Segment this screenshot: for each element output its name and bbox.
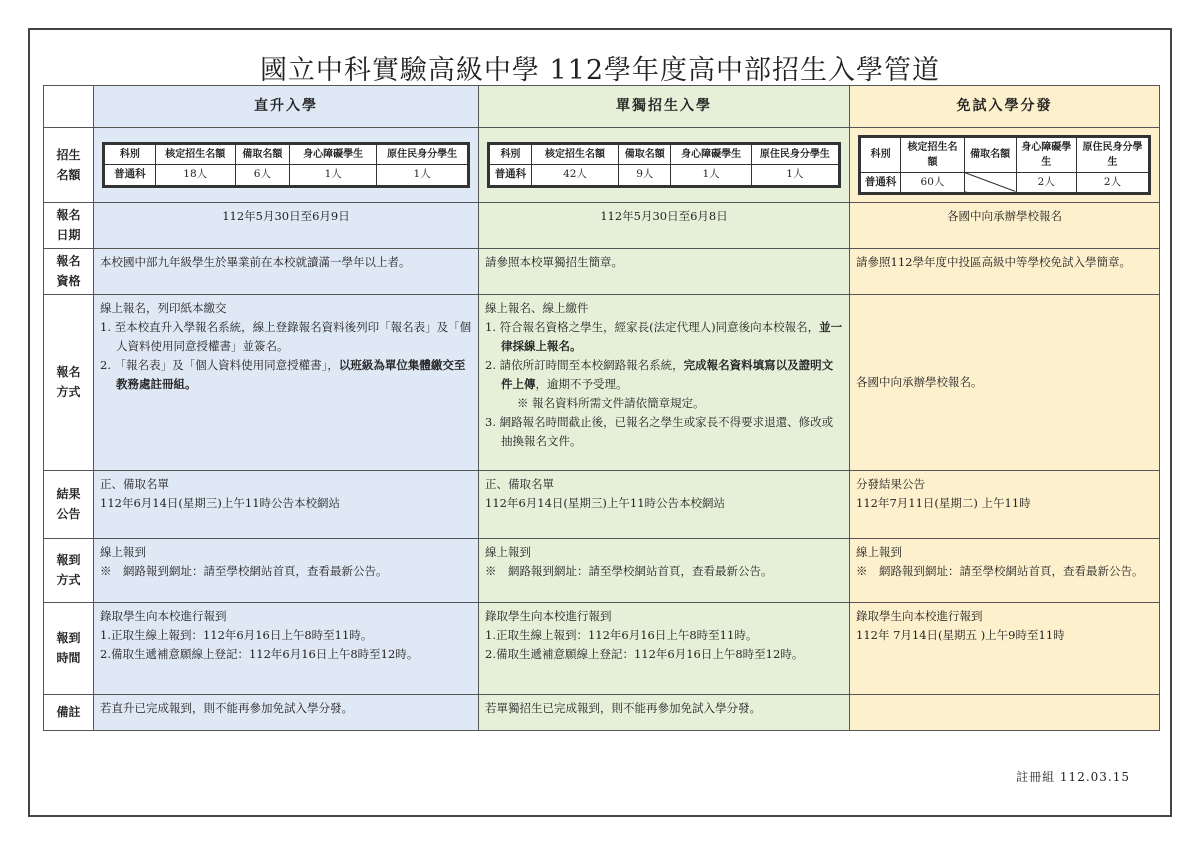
report-time-exam-free: 錄取學生向本校進行報到 112年 7月14日(星期五 )上午9時至11時 — [850, 602, 1160, 694]
method-row — [44, 294, 1160, 470]
method-exam-free: 各國中向承辦學校報名。 — [850, 294, 1160, 470]
report-time-direct: 錄取學生向本校進行報到 1.正取生線上報到：112年6月16日上午8時至11時。 2.備取生遞補意願線上登記：112年6月16日上午8時至12時。 — [94, 602, 479, 694]
note-separate: 若單獨招生已完成報到，則不能再參加免試入學分發。 — [479, 694, 850, 730]
result-direct: 正、備取名單 112年6月14日(星期三)上午11時公告本校網站 — [94, 470, 479, 538]
result-row — [44, 470, 1160, 538]
row-head-note: 備註 — [44, 694, 94, 730]
date-row — [44, 203, 1160, 249]
report-method-separate: 線上報到 ※ 網路報到網址：請至學校網站首頁，查看最新公告。 — [479, 538, 850, 602]
footer-stamp: 註冊組 112.03.15 — [1016, 770, 1130, 784]
quota-separate-cell — [479, 128, 850, 203]
page-title: 國立中科實驗高級中學 112學年度高中部招生入學管道 — [259, 55, 941, 86]
row-head-quota: 招生 名額 — [44, 128, 94, 203]
qualification-separate: 請參照本校單獨招生簡章。 — [479, 248, 850, 294]
quota-table-exam-free: 科別 核定招生名額 備取名額 身心障礙學生 原住民身分學生 普通科 60人 2人 2人 — [860, 137, 1149, 194]
report-method-direct: 線上報到 ※ 網路報到網址：請至學校網站首頁，查看最新公告。 — [94, 538, 479, 602]
method-direct: 線上報名，列印紙本繳交 1. 至本校直升入學報名系統，線上登錄報名資料後列印「報名表」及「個人資料使用同意授權書」並簽名。 2. 「報名表」及「個人資料使用同意授權書」，以班級為單位集體繳交至教務處註冊組。 — [94, 294, 479, 470]
quota-empty-slash — [964, 172, 1016, 193]
method-separate: 線上報名、線上繳件 1. 符合報名資格之學生，經家長(法定代理人)同意後向本校報名，並一律採線上報名。 2. 請依所訂時間至本校網路報名系統，完成報名資料填寫以及證明文件上傳，逾期不予受理。 ※ 報名資料所需文件請依簡章規定。 3. 網路報名時間截止後，已報名之學生或家長不得要求退還、修改或抽換報名文件。 — [479, 294, 850, 470]
report-time-separate: 錄取學生向本校進行報到 1.正取生線上報到：112年6月16日上午8時至11時。 2.備取生遞補意願線上登記：112年6月16日上午8時至12時。 — [479, 602, 850, 694]
header-row — [44, 86, 1160, 128]
result-exam-free: 分發結果公告 112年7月11日(星期二) 上午11時 — [850, 470, 1160, 538]
admission-table — [43, 85, 1160, 731]
row-head-result: 結果 公告 — [44, 470, 94, 538]
row-head-date: 報名 日期 — [44, 203, 94, 249]
date-exam-free: 各國中向承辦學校報名 — [850, 203, 1160, 249]
report-method-exam-free: 線上報到 ※ 網路報到網址：請至學校網站首頁，查看最新公告。 — [850, 538, 1160, 602]
result-separate: 正、備取名單 112年6月14日(星期三)上午11時公告本校網站 — [479, 470, 850, 538]
column-header-separate: 單獨招生入學 — [479, 86, 850, 128]
quota-row — [44, 128, 1160, 203]
note-direct: 若直升已完成報到，則不能再參加免試入學分發。 — [94, 694, 479, 730]
qualification-exam-free: 請參照112學年度中投區高級中等學校免試入學簡章。 — [850, 248, 1160, 294]
row-head-report-time: 報到 時間 — [44, 602, 94, 694]
note-exam-free — [850, 694, 1160, 730]
report-time-row — [44, 602, 1160, 694]
quota-exam-free-cell — [850, 128, 1160, 203]
quota-direct-cell — [94, 128, 479, 203]
report-method-row — [44, 538, 1160, 602]
row-head-report-method: 報到 方式 — [44, 538, 94, 602]
corner-cell — [44, 86, 94, 128]
qualification-direct: 本校國中部九年級學生於畢業前在本校就讀滿一學年以上者。 — [94, 248, 479, 294]
note-row — [44, 694, 1160, 730]
row-head-qualification: 報名 資格 — [44, 248, 94, 294]
quota-table-direct: 科別 核定招生名額 備取名額 身心障礙學生 原住民身分學生 普通科 18人 6人 1人 1人 — [104, 144, 468, 186]
row-head-method: 報名 方式 — [44, 294, 94, 470]
column-header-exam-free: 免試入學分發 — [850, 86, 1160, 128]
date-direct: 112年5月30日至6月9日 — [94, 203, 479, 249]
quota-table-separate: 科別 核定招生名額 備取名額 身心障礙學生 原住民身分學生 普通科 42人 9人 1人 1人 — [489, 144, 839, 186]
column-header-direct: 直升入學 — [94, 86, 479, 128]
date-separate: 112年5月30日至6月8日 — [479, 203, 850, 249]
qualification-row — [44, 248, 1160, 294]
document-frame — [28, 28, 1172, 817]
